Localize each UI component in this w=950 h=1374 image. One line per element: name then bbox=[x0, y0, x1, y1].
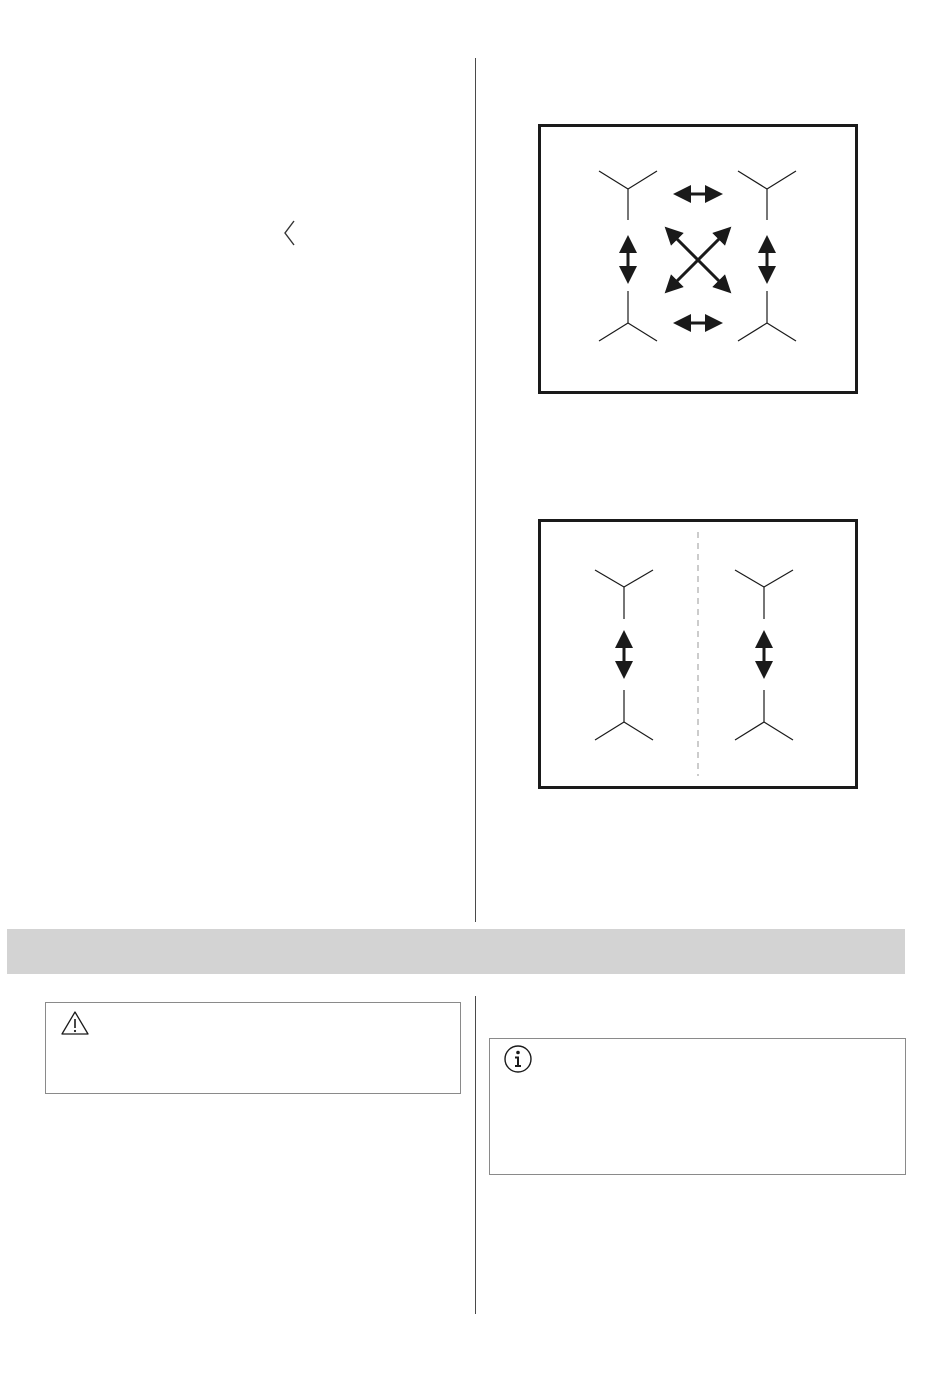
column-divider-bottom bbox=[475, 996, 476, 1314]
section-heading-band bbox=[7, 929, 905, 974]
chevron-left-icon bbox=[282, 219, 296, 247]
zone-top-right bbox=[738, 171, 796, 220]
figure-1-drawing bbox=[541, 127, 855, 391]
zone-bottom-right bbox=[738, 291, 796, 341]
zone-right-top bbox=[735, 570, 793, 619]
info-notice bbox=[489, 1038, 906, 1175]
column-divider-top bbox=[475, 58, 476, 922]
warning-notice bbox=[45, 1002, 461, 1094]
figure-cooking-zones-bridge bbox=[538, 124, 858, 394]
zone-top-left bbox=[599, 171, 657, 220]
figure-cooking-zones-split bbox=[538, 519, 858, 789]
figure-2-drawing bbox=[541, 522, 855, 786]
zone-left-top bbox=[595, 570, 653, 619]
warning-triangle-icon bbox=[60, 1010, 90, 1036]
info-circle-icon bbox=[503, 1044, 533, 1074]
zone-right-bottom bbox=[735, 690, 793, 740]
zone-left-bottom bbox=[595, 690, 653, 740]
zone-bottom-left bbox=[599, 291, 657, 341]
